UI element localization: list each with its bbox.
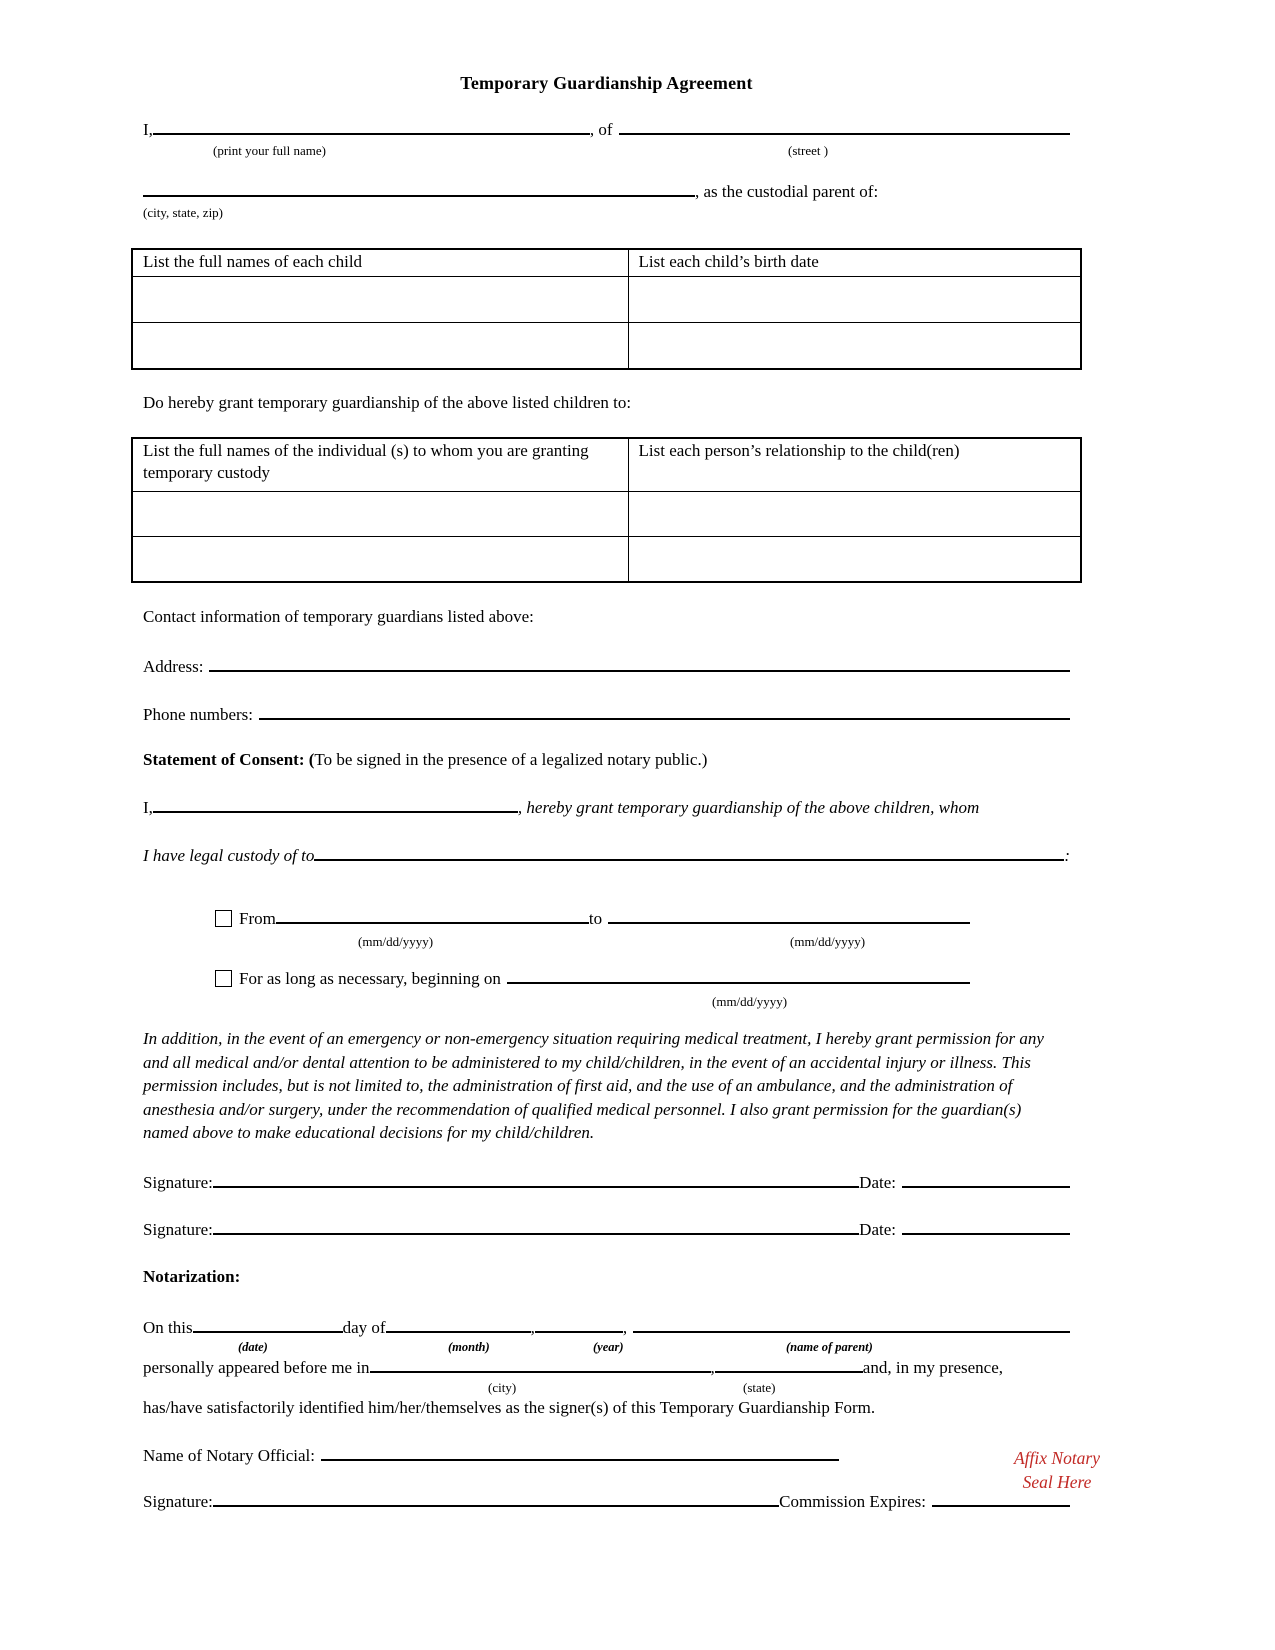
comma-text: , — [530, 1317, 535, 1337]
street-label: (street ) — [788, 142, 829, 158]
open-duration-option — [215, 968, 970, 989]
custodial-text: , as the custodial parent of: — [695, 181, 879, 201]
notary-signature-label: Signature: — [143, 1491, 213, 1511]
custody-colon: : — [1064, 845, 1070, 865]
custody-guardians-blank[interactable] — [314, 857, 1064, 861]
city-state-zip-label: (city, state, zip) — [143, 205, 224, 220]
to-date-blank[interactable] — [608, 920, 970, 924]
signature-label: Signature: — [143, 1172, 213, 1192]
child-name-cell[interactable] — [132, 277, 628, 323]
address-blank[interactable] — [209, 668, 1070, 672]
beginning-format-label: (mm/dd/yyyy) — [712, 994, 788, 1010]
guardian-name-cell[interactable] — [132, 492, 628, 537]
notary-month-blank[interactable] — [386, 1329, 531, 1333]
signature-blank[interactable] — [213, 1231, 859, 1235]
appeared-labels — [143, 1380, 1070, 1395]
date-range-checkbox[interactable] — [215, 910, 232, 927]
parent-name-blank[interactable] — [633, 1329, 1070, 1333]
name-street-line — [143, 119, 1070, 140]
consent-name-line — [143, 797, 1070, 818]
page-title: Temporary Guardianship Agreement — [460, 73, 753, 93]
consent-grant-text: , hereby grant temporary guardianship of the above children, whom — [517, 798, 980, 818]
state-field-label: (state) — [743, 1380, 776, 1395]
guardian-name-cell[interactable] — [132, 537, 628, 583]
parent-name-field-label: (name of parent) — [786, 1339, 873, 1354]
notary-signature-blank[interactable] — [213, 1503, 779, 1507]
identified-text: has/have satisfactorily identified him/her/themselves as the signer(s) of this Temporary Guardianship Form. — [143, 1398, 876, 1417]
children-table — [131, 248, 1082, 370]
city-line — [143, 181, 1070, 202]
table-row — [132, 323, 1081, 370]
guardian-relationship-cell[interactable] — [628, 537, 1081, 583]
name-street-labels — [143, 143, 1070, 160]
date-label: Date: — [859, 1172, 896, 1192]
custody-text: I have legal custody of to — [143, 845, 315, 865]
appeared-text: personally appeared before me in — [143, 1357, 370, 1377]
child-name-cell[interactable] — [132, 323, 628, 370]
city-labels — [143, 205, 1070, 222]
street-blank[interactable] — [619, 131, 1070, 135]
notary-year-blank[interactable] — [535, 1329, 623, 1333]
notary-city-blank[interactable] — [370, 1369, 711, 1373]
from-date-blank[interactable] — [276, 920, 589, 924]
consent-heading-rest: To be signed in the presence of a legalized notary public.) — [314, 750, 708, 769]
table-row — [132, 537, 1081, 583]
date-blank[interactable] — [902, 1231, 1070, 1235]
notary-date-labels — [143, 1340, 1070, 1355]
print-name-label: (print your full name) — [213, 142, 326, 158]
affix-notary-seal-note — [998, 1446, 1116, 1494]
commission-label: Commission Expires: — [779, 1491, 926, 1511]
seal-note-line2: Seal Here — [1022, 1472, 1092, 1492]
date-field-label: (date) — [238, 1339, 268, 1354]
notary-signature-line — [143, 1491, 1070, 1512]
signature-line-2 — [143, 1219, 1070, 1240]
child-birthdate-cell[interactable] — [628, 323, 1081, 370]
year-field-label: (year) — [593, 1339, 624, 1354]
comma-text: , — [622, 1317, 628, 1337]
notary-name-line — [143, 1445, 1070, 1466]
on-this-text: On this — [143, 1317, 193, 1337]
to-format-label: (mm/dd/yyyy) — [790, 934, 866, 949]
beginning-date-blank[interactable] — [507, 980, 970, 984]
date-range-option — [215, 908, 970, 929]
comma-text: , — [710, 1357, 715, 1377]
grant-statement: Do hereby grant temporary guardianship of the above listed children to: — [143, 393, 632, 412]
consent-i-prefix: I, — [143, 798, 153, 818]
i-prefix: I, — [143, 119, 153, 139]
duration-label: For as long as necessary, beginning on — [239, 969, 501, 988]
children-col2-header: List each child’s birth date — [628, 249, 1081, 277]
date-blank[interactable] — [902, 1184, 1070, 1188]
notarization-heading: Notarization: — [143, 1267, 241, 1287]
notary-name-label: Name of Notary Official: — [143, 1446, 315, 1466]
guardians-col1-header: List the full names of the individual (s) to whom you are granting temporary custody — [132, 438, 628, 492]
city-field-label: (city) — [488, 1380, 517, 1395]
to-label: to — [588, 908, 603, 928]
consent-name-blank[interactable] — [153, 809, 518, 813]
open-duration-checkbox[interactable] — [215, 970, 232, 987]
from-label: From — [239, 908, 276, 928]
notary-state-blank[interactable] — [715, 1369, 863, 1373]
from-format-label: (mm/dd/yyyy) — [358, 934, 434, 949]
full-name-blank[interactable] — [153, 131, 590, 135]
signature-label: Signature: — [143, 1220, 213, 1239]
address-label: Address: — [143, 656, 204, 676]
contact-heading: Contact information of temporary guardians listed above: — [143, 607, 534, 627]
of-text: , of — [589, 119, 613, 139]
city-state-zip-blank[interactable] — [143, 193, 695, 197]
guardians-table — [131, 437, 1082, 583]
medical-permission-paragraph: In addition, in the event of an emergency or non-emergency situation requiring medical treatment, I hereby grant permission for any and all medical and/or dental attention to be administered to my child/children, in the event of an accidental injury or illness. This permission includes, but is not limited to, the administration of first aid, and the use of an ambulance, and the administration of anesthesia and/or surgery, under the recommendation of qualified medical personnel. I also grant permission for the guardian(s) named above to make educational decisions for my child/children. — [143, 1029, 1044, 1143]
consent-heading — [143, 749, 1070, 770]
signature-line-1 — [143, 1172, 1070, 1193]
commission-date-blank[interactable] — [932, 1503, 1070, 1507]
notary-date-line — [143, 1317, 1070, 1338]
table-row — [132, 492, 1081, 537]
seal-note-line1: Affix Notary — [1013, 1448, 1101, 1468]
open-duration-labels — [143, 994, 1070, 1011]
date-label: Date: — [859, 1220, 896, 1239]
table-row — [132, 277, 1081, 323]
presence-text: and, in my presence, — [862, 1357, 1003, 1377]
phone-blank[interactable] — [259, 716, 1070, 720]
appeared-line — [143, 1357, 1003, 1378]
phone-line — [143, 704, 1070, 725]
consent-heading-bold: Statement of Consent: ( — [143, 750, 315, 769]
day-of-text: day of — [342, 1317, 386, 1337]
signature-blank[interactable] — [213, 1184, 859, 1188]
phone-label: Phone numbers: — [143, 704, 254, 724]
month-field-label: (month) — [448, 1339, 490, 1354]
notary-day-blank[interactable] — [193, 1329, 343, 1333]
notary-name-blank[interactable] — [321, 1457, 839, 1461]
custody-line — [143, 845, 1070, 866]
guardian-relationship-cell[interactable] — [628, 492, 1081, 537]
date-range-labels — [143, 934, 1070, 951]
address-line — [143, 656, 1070, 677]
children-col1-header: List the full names of each child — [132, 249, 628, 277]
child-birthdate-cell[interactable] — [628, 277, 1081, 323]
guardians-col2-header: List each person’s relationship to the child(ren) — [628, 438, 1081, 492]
